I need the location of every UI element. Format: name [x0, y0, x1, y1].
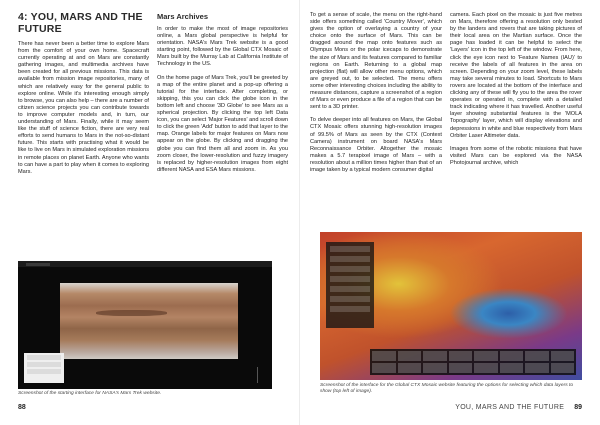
mars-archives-paragraph-2: On the home page of Mars Trek, you'll be greeted by a map of the entire planet and a pop-up offering a tutorial for the interface. After completing, or skipping, this you can click the globe icon in the bottom left and choose '3D Globe' to see Mars as a spherical projection. By clicking the top left Data icon, you can select 'Major Features' and scroll down to click the green 'Add' button to add that layer to the map. Orange labels for major features on Mars now appear on the globe. By clicking and dragging the globe you can find them all and zoom in. As you zoom closer, the lower-resolution and fuzzy imagery is replaced by higher-resolution images from eight different NASA and ESA Mars missions.: [157, 74, 288, 173]
menu-item: [27, 362, 61, 367]
layer-item: [330, 286, 370, 292]
shortcut-tile: [474, 351, 498, 361]
right-page: [300, 0, 600, 425]
shortcut-tile: [372, 363, 396, 373]
shortcut-tile: [551, 351, 575, 361]
right-column-1: [310, 12, 442, 250]
right-text-region: [310, 12, 582, 250]
ctx-mosaic-screenshot: [320, 232, 582, 380]
right-figure-caption: Screenshot of the interface for the Global CTX Mosaic website featuring the options for selecting which data layers to show (top left of image).: [320, 383, 574, 395]
shortcut-tile: [500, 351, 524, 361]
mars-archives-paragraph-1: In order to make the most of image repositories online, a Mars global perspective is helpful for orientation. NASA's Mars Trek website is a good starting point, followed by the Global CTX Mosaic of Mars built by the Murray Lab at California Institute of Technology in the US.: [157, 26, 288, 68]
mars-trek-menu-panel: [24, 353, 64, 383]
shortcut-tile: [372, 351, 396, 361]
photojournal-paragraph: Images from some of the robotic missions that have visited Mars can be explored via the NASA Photojournal archive, which: [450, 145, 582, 166]
left-column-2: [157, 12, 288, 250]
left-folio: [18, 404, 26, 411]
left-figure-caption: Screenshot of the starting interface for NASA's Mars Trek website.: [18, 391, 162, 396]
shortcut-tile: [423, 363, 447, 373]
shortcut-tile: [449, 363, 473, 373]
shortcut-tile: [500, 363, 524, 373]
shortcut-tile: [525, 363, 549, 373]
shortcut-tile: [474, 363, 498, 373]
chapter-title: 4: YOU, MARS AND THE FUTURE: [18, 11, 143, 35]
shortcut-tile: [398, 351, 422, 361]
layer-item: [330, 256, 370, 262]
page-number-left: 88: [18, 404, 26, 411]
mars-trek-screenshot: [18, 261, 272, 389]
country-mover-paragraph: To get a sense of scale, the menu on the right-hand side offers something called 'Country Mover', which gives the option of overlaying a country of your choice onto the surface of Mars. This can be dragged around the map onto features such as Olympus Mons or the polar icecaps to demonstrate the size of Mars and its features compared to familiar regions on Earth. Returning to a global map projection (flat) will allow other menu options, which are greyed out, to be selected. The menu offers some other interesting choices including the ability to measure distances, capture a screenshot of a region of Mars or even produce a file of a region that can be sent to a 3D printer.: [310, 12, 442, 111]
mars-trek-toolbar: [18, 261, 272, 267]
shortcut-tile: [449, 351, 473, 361]
mars-trek-search-box: [26, 263, 50, 266]
page-number-right: 89: [574, 404, 582, 411]
shortcut-tile: [423, 351, 447, 361]
right-folio: [455, 404, 582, 411]
map-tools-icon: [257, 367, 266, 383]
menu-item: [27, 355, 61, 360]
menu-item: [27, 369, 61, 374]
right-column-2: [450, 12, 582, 250]
running-head: YOU, MARS AND THE FUTURE: [455, 404, 565, 411]
shortcut-tile: [551, 363, 575, 373]
layer-item: [330, 276, 370, 282]
shortcut-tile: [398, 363, 422, 373]
layer-item: [330, 296, 370, 302]
layer-item: [330, 306, 370, 312]
intro-paragraph: There has never been a better time to explore Mars from the comfort of your own home. Spacecraft currently operating at and on Mars are constantly gathering images, and multimedia archives have been created for all previous missions. This data is available from mission image repositories, many of which are relatively easy for the general public to explore online. While it's interesting enough simply to browse, you can also help – there are a number of citizen science projects you can contribute towards to improve computer models and, in turn, our understanding of Mars. Finally, while it may seem like the stuff of science fiction, there are very real efforts to send humans to Mars in the not-so-distant future. This starts with practising what it would be like to live on Mars in simulated exploration missions in remote places on planet Earth. Anyone who wants to can have a part to play when it comes to exploring Mars.: [18, 41, 149, 175]
layer-item: [330, 246, 370, 252]
layer-item: [330, 266, 370, 272]
left-column-1: [18, 12, 149, 250]
left-text-region: [18, 12, 288, 250]
shortcut-tile: [525, 351, 549, 361]
section-heading-mars-archives: Mars Archives: [157, 12, 208, 21]
ctx-mosaic-paragraph: To delve deeper into all features on Mars, the Global CTX Mosaic offers stunning high-resolution images of 99.5% of Mars as seen by the CTX (Context Camera) instrument on board NASA's Mars Reconnaissance Orbiter. Altogether the mosaic makes a 5.7 terapixel image of Mars – with a resolution about a million times higher than that of an image taken by a typical modern consumer digital: [310, 117, 442, 173]
mars-global-map: [60, 283, 238, 359]
camera-resolution-paragraph: camera. Each pixel on the mosaic is just five metres on Mars, therefore offering a resolution only bested by the landers and rovers that are taking pictures of their local area on the Martian surface. Once the page has loaded it can be helpful to select the 'Layers' icon in the top left of the window. From here, click the eye icon next to 'Feature Names (IAU)' to receive the labels of all features in the area on screen. Depending on your zoom level, these labels may take several minutes to load. Shortcuts to Mars rovers are located at the bottom of the interface and clicking any of these will fly you to the area the rover operates or operated in, complete with a detailed track indicating where it has travelled. Another useful layer showing substantial features is the 'MOLA Topography' layer, which will display elevations and depressions in white and blue respectively from Mars Orbiter Laser Altimeter data.: [450, 12, 582, 139]
ctx-layers-panel: [326, 242, 374, 328]
ctx-rover-shortcuts-bar: [370, 349, 576, 375]
